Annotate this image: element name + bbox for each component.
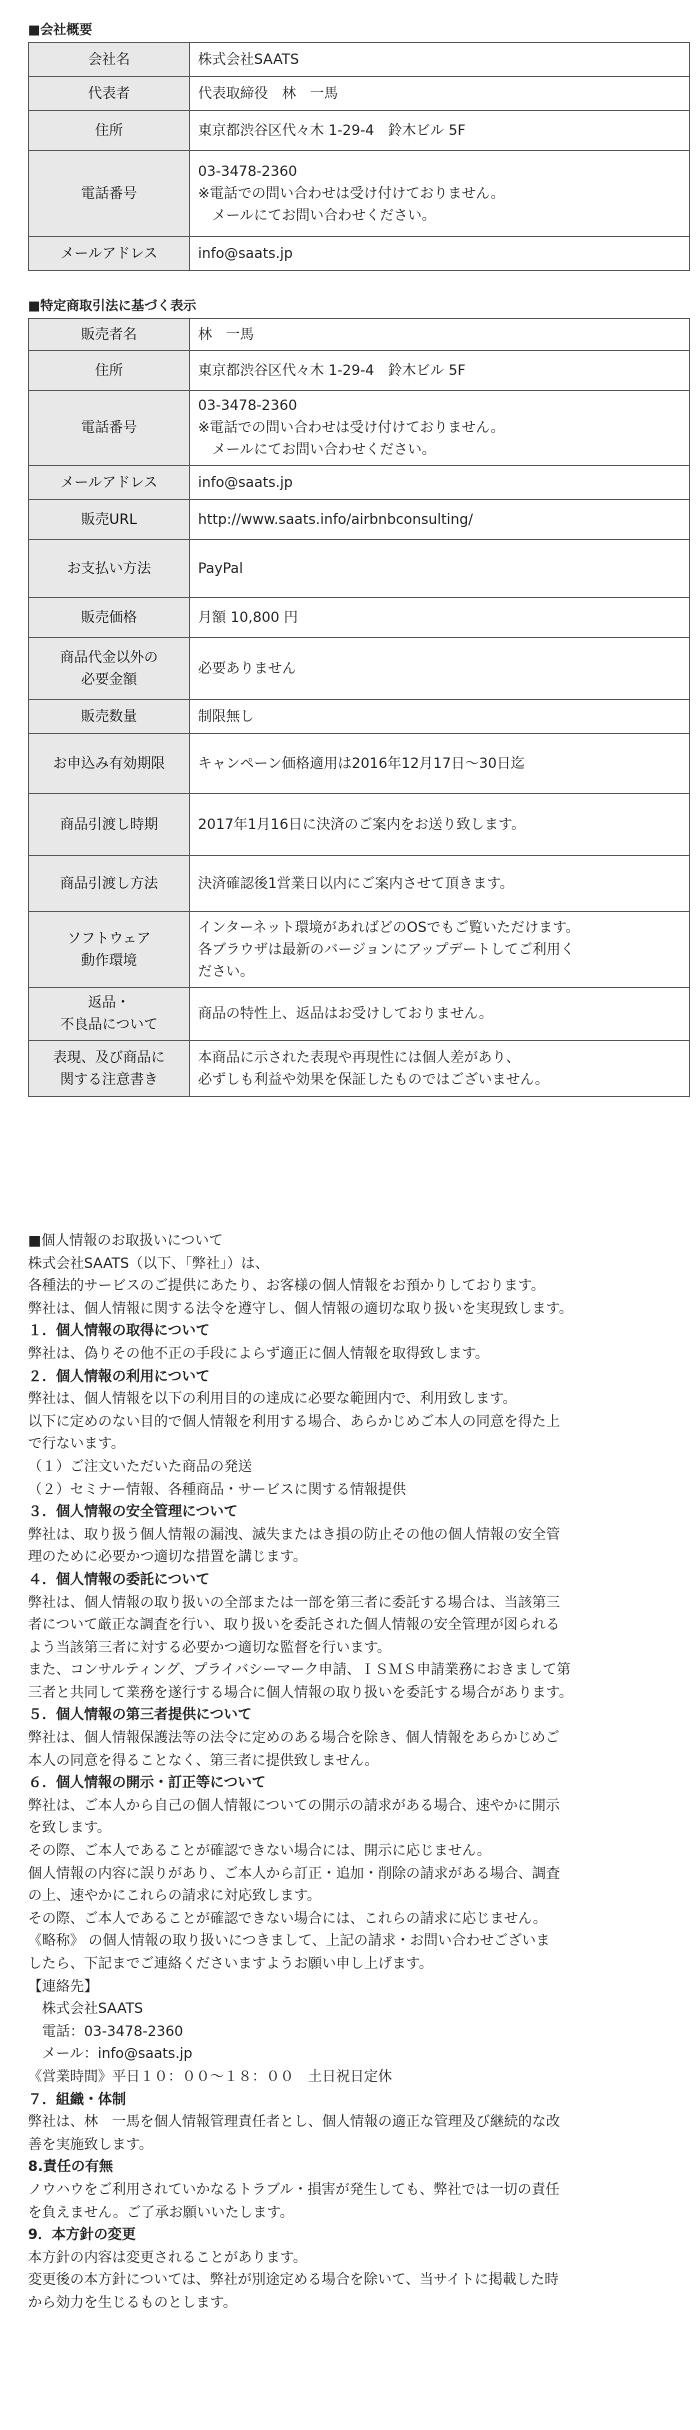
commerce-value: キャンペーン価格適用は2016年12月17日〜30日迄 xyxy=(190,734,690,794)
commerce-label: 商品引渡し時期 xyxy=(29,794,190,856)
policy-line: 株式会社SAATS xyxy=(28,2001,144,2018)
commerce-value: 東京都渋谷区代々木 1-29-4 鈴木ビル 5F xyxy=(190,351,690,391)
policy-line: 電話：03-3478-2360 xyxy=(28,2023,184,2040)
commerce-label: お支払い方法 xyxy=(29,540,190,598)
policy-line: メール：info@saats.jp xyxy=(28,2046,193,2063)
commerce-value: 本商品に示された表現や再現性には個人差があり、 必ずしも利益や効果を保証したものではございません。 xyxy=(190,1041,690,1097)
policy-line: 者について厳正な調査を行い、取り扱いを委託された個人情報の安全管理が図られる xyxy=(28,1617,560,1634)
commerce-row xyxy=(29,988,690,1041)
commerce-section xyxy=(28,298,690,1097)
policy-heading: １．個人情報の取得について xyxy=(28,1323,210,1340)
policy-line: したら、下記までご連絡くださいますようお願い申し上げます。 xyxy=(28,1956,433,1972)
commerce-row xyxy=(29,734,690,794)
commerce-row xyxy=(29,794,690,856)
company-value: 株式会社SAATS xyxy=(190,43,690,77)
commerce-row xyxy=(29,638,690,700)
policy-line: 理のために必要かつ適切な措置を講じます。 xyxy=(28,1549,307,1566)
commerce-label: 販売者名 xyxy=(29,319,190,351)
commerce-value: 決済確認後1営業日以内にご案内させて頂きます。 xyxy=(190,856,690,912)
commerce-value: 2017年1月16日に決済のご案内をお送り致します。 xyxy=(190,794,690,856)
policy-line: 本方針の内容は変更されることがあります。 xyxy=(28,2249,307,2266)
policy-line: 《営業時間》平日１０：００〜１８：００ 土日祝日定休 xyxy=(28,2068,392,2085)
policy-heading: ３．個人情報の安全管理について xyxy=(28,1504,238,1521)
policy-line: 三者と共同して業務を遂行する場合に個人情報の取り扱いを委託する場合があります。 xyxy=(28,1684,573,1701)
policy-line: 弊社は、個人情報を以下の利用目的の達成に必要な範囲内で、利用致します。 xyxy=(28,1391,517,1408)
commerce-value: info@saats.jp xyxy=(190,466,690,500)
policy-line: 《略称》 の個人情報の取り扱いにつきまして、上記の請求・お問い合わせございま xyxy=(28,1933,550,1950)
company-row xyxy=(29,77,690,111)
commerce-value: http://www.saats.info/airbnbconsulting/ xyxy=(190,500,690,540)
company-value: 03-3478-2360 ※電話での問い合わせは受け付けておりません。 メールにてお問い合わせください。 xyxy=(190,151,690,237)
policy-line: 個人情報の内容に誤りがあり、ご本人から訂正・追加・削除の請求がある場合、調査 xyxy=(28,1865,560,1882)
commerce-row xyxy=(29,466,690,500)
company-label: 電話番号 xyxy=(29,151,190,237)
policy-line: よう当該第三者に対する必要かつ適切な監督を行います。 xyxy=(28,1639,391,1656)
policy-line: 各種法的サービスのご提供にあたり、お客様の個人情報をお預かりしております。 xyxy=(28,1278,545,1295)
policy-line: ノウハウをご利用されていかなるトラブル・損害が発生しても、弊社では一切の責任 xyxy=(28,2181,560,2198)
commerce-row xyxy=(29,351,690,391)
policy-heading: ５．個人情報の第三者提供について xyxy=(28,1707,252,1724)
commerce-row xyxy=(29,1041,690,1097)
commerce-value: 商品の特性上、返品はお受けしておりません。 xyxy=(190,988,690,1041)
company-row xyxy=(29,111,690,151)
commerce-value: 制限無し xyxy=(190,700,690,734)
policy-line: 以下に定めのない目的で個人情報を利用する場合、あらかじめご本人の同意を得た上 xyxy=(28,1413,560,1430)
policy-heading: 8.責任の有無 xyxy=(28,2159,114,2176)
commerce-row xyxy=(29,391,690,466)
policy-line: 弊社は、個人情報に関する法令を遵守し、個人情報の適切な取り扱いを実現致します。 xyxy=(28,1300,573,1317)
company-value: 東京都渋谷区代々木 1-29-4 鈴木ビル 5F xyxy=(190,111,690,151)
company-section-title: ■会社概要 xyxy=(28,23,93,38)
commerce-value: 林 一馬 xyxy=(190,319,690,351)
policy-heading: 9．本方針の変更 xyxy=(28,2227,136,2244)
policy-line: 弊社は、林 一馬を個人情報管理責任者とし、個人情報の適正な管理及び継続的な改 xyxy=(28,2114,560,2131)
company-value: 代表取締役 林 一馬 xyxy=(190,77,690,111)
commerce-label: 販売数量 xyxy=(29,700,190,734)
commerce-row xyxy=(29,540,690,598)
commerce-label: 電話番号 xyxy=(29,391,190,466)
policy-line: その際、ご本人であることが確認できない場合には、開示に応じません。 xyxy=(28,1843,491,1860)
commerce-row xyxy=(29,912,690,988)
company-row xyxy=(29,151,690,237)
company-label: 代表者 xyxy=(29,77,190,111)
company-label: 住所 xyxy=(29,111,190,151)
policy-heading: ４．個人情報の委託について xyxy=(28,1571,210,1588)
commerce-value: PayPal xyxy=(190,540,690,598)
commerce-label: メールアドレス xyxy=(29,466,190,500)
policy-line: 弊社は、個人情報保護法等の法令に定めのある場合を除き、個人情報をあらかじめご xyxy=(28,1730,560,1747)
company-row xyxy=(29,43,690,77)
policy-line: から効力を生じるものとします。 xyxy=(28,2294,237,2311)
privacy-policy xyxy=(28,1230,690,2315)
policy-line: を負えません。ご了承お願いいたします。 xyxy=(28,2204,294,2221)
commerce-table xyxy=(28,318,690,1097)
commerce-row xyxy=(29,319,690,351)
commerce-label: 商品代金以外の 必要金額 xyxy=(29,638,190,700)
policy-line: 変更後の本方針については、弊社が別途定める場合を除いて、当サイトに掲載した時 xyxy=(28,2272,559,2289)
company-label: 会社名 xyxy=(29,43,190,77)
commerce-label: 返品・ 不良品について xyxy=(29,988,190,1041)
policy-line: 弊社は、取り扱う個人情報の漏洩、滅失またはき損の防止その他の個人情報の安全管 xyxy=(28,1526,560,1543)
policy-line: の上、速やかにこれらの請求に対応致します。 xyxy=(28,1888,321,1905)
policy-line: 本人の同意を得ることなく、第三者に提供致しません。 xyxy=(28,1752,379,1769)
policy-heading: ２．個人情報の利用について xyxy=(28,1368,210,1385)
policy-line: 弊社は、ご本人から自己の個人情報についての開示の請求がある場合、速やかに開示 xyxy=(28,1797,560,1814)
commerce-label: 商品引渡し方法 xyxy=(29,856,190,912)
policy-line: 弊社は、個人情報の取り扱いの全部または一部を第三者に委託する場合は、当該第三 xyxy=(28,1594,560,1611)
policy-line: 弊社は、偽りその他不正の手段によらず適正に個人情報を取得致します。 xyxy=(28,1345,489,1362)
commerce-section-title: ■特定商取引法に基づく表示 xyxy=(28,299,197,314)
policy-line: （１）ご注文いただいた商品の発送 xyxy=(28,1458,252,1475)
company-table xyxy=(28,42,690,271)
company-row xyxy=(29,237,690,271)
policy-line: 株式会社SAATS（以下、「弊社」）は、 xyxy=(28,1255,270,1272)
commerce-label: ソフトウェア 動作環境 xyxy=(29,912,190,988)
commerce-label: 住所 xyxy=(29,351,190,391)
commerce-row xyxy=(29,500,690,540)
commerce-row xyxy=(29,700,690,734)
policy-heading: ６．個人情報の開示・訂正等について xyxy=(28,1775,266,1792)
company-value: info@saats.jp xyxy=(190,237,690,271)
policy-line: ■個人情報のお取扱いについて xyxy=(28,1233,223,1249)
policy-line: （２）セミナー情報、各種商品・サービスに関する情報提供 xyxy=(28,1481,406,1498)
policy-line: を致します。 xyxy=(28,1820,111,1837)
policy-line: その際、ご本人であることが確認できない場合には、これらの請求に応じません。 xyxy=(28,1910,547,1927)
policy-line: で行ないます。 xyxy=(28,1436,125,1453)
company-section xyxy=(28,22,690,271)
commerce-value: インターネット環境があればどのOSでもご覧いただけます。 各ブラウザは最新のバージョンにアップデートしてご利用く ださい。 xyxy=(190,912,690,988)
commerce-value: 03-3478-2360 ※電話での問い合わせは受け付けておりません。 メールにてお問い合わせください。 xyxy=(190,391,690,466)
commerce-label: 表現、及び商品に 関する注意書き xyxy=(29,1041,190,1097)
commerce-label: お申込み有効期限 xyxy=(29,734,190,794)
commerce-label: 販売価格 xyxy=(29,598,190,638)
policy-line: また、コンサルティング、プライバシーマーク申請、ＩＳＭＳ申請業務におきまして第 xyxy=(28,1662,571,1679)
policy-line: 【連絡先】 xyxy=(28,1978,98,1995)
commerce-label: 販売URL xyxy=(29,500,190,540)
policy-heading: ７．組織・体制 xyxy=(28,2091,126,2108)
policy-line: 善を実施致します。 xyxy=(28,2136,153,2153)
company-label: メールアドレス xyxy=(29,237,190,271)
commerce-value: 月額 10,800 円 xyxy=(190,598,690,638)
commerce-row xyxy=(29,856,690,912)
commerce-value: 必要ありません xyxy=(190,638,690,700)
commerce-row xyxy=(29,598,690,638)
